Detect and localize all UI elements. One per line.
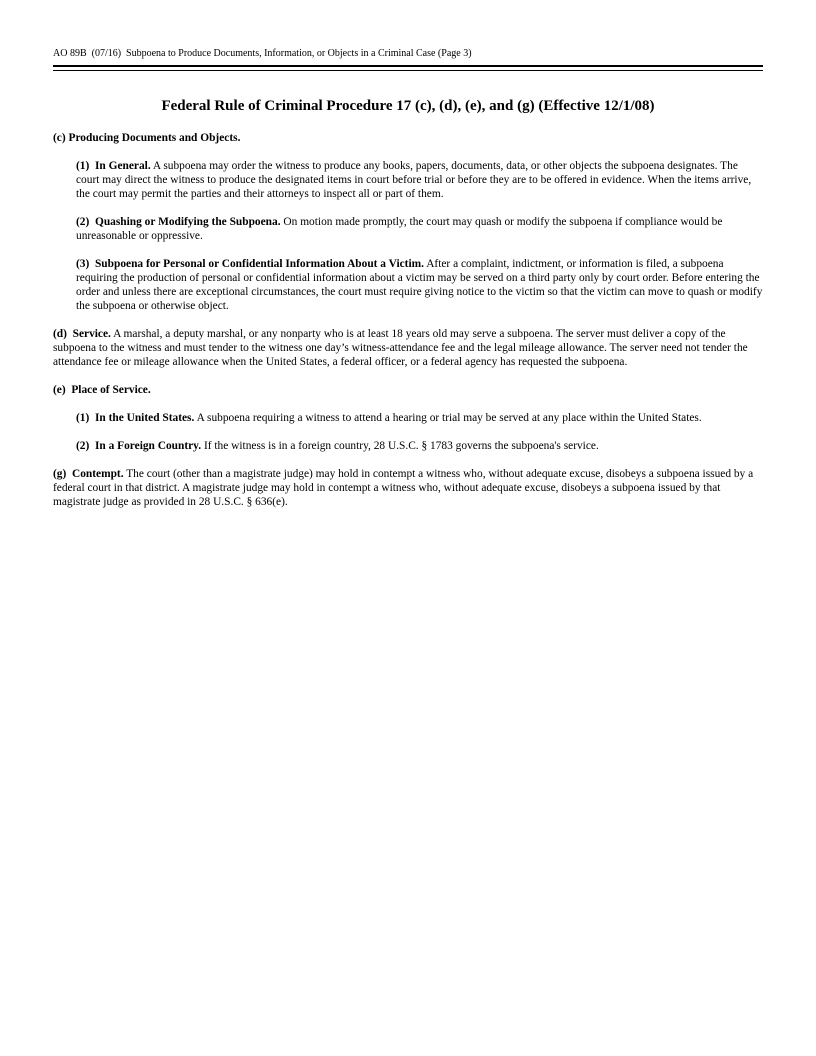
rule-section-c2 <box>76 215 763 243</box>
form-header-line: AO 89B (07/16) Subpoena to Produce Documents, Information, or Objects in a Criminal Case (Page 3) <box>53 48 472 59</box>
section-text: On motion made promptly, the court may quash or modify the subpoena if compliance would be unreasonable or oppressive. <box>76 216 723 242</box>
section-label: (1) In General. <box>76 160 151 172</box>
section-label: (e) Place of Service. <box>53 384 151 396</box>
section-label: (3) Subpoena for Personal or Confidential Information About a Victim. <box>76 258 424 270</box>
rule-section-d <box>53 327 763 369</box>
section-text: After a complaint, indictment, or information is filed, a subpoena requiring the production of personal or confidential information about a victim may be served on a third party only by court order. Before entering the order and unless there are exceptional circumstances, the court must require giving notice to the victim so that the victim can move to quash or modify the subpoena or otherwise object. <box>76 258 763 312</box>
section-text: A subpoena may order the witness to produce any books, papers, documents, data, or other objects the subpoena designates. The court may direct the witness to produce the designated items in court before trial or before they are to be offered in evidence. When the items arrive, the court may permit the parties and their attorneys to inspect all or part of them. <box>76 160 752 200</box>
rule-section-e2 <box>76 439 763 453</box>
section-label: (1) In the United States. <box>76 412 195 424</box>
header-divider <box>53 65 763 71</box>
section-text: The court (other than a magistrate judge) may hold in contempt a witness who, without adequate excuse, disobeys a subpoena issued by a federal court in that district. A magistrate judge may hold in contempt a witness who, without adequate excuse, disobeys a subpoena issued by that magistrate judge as provided in 28 U.S.C. § 636(e). <box>53 468 754 508</box>
rule-section-c3 <box>76 257 763 313</box>
section-text: A marshal, a deputy marshal, or any nonparty who is at least 18 years old may serve a subpoena. The server must deliver a copy of the subpoena to the witness and must tender to the witness one day’s witness-attendance fee and the legal mileage allowance. The server need not tender the attendance fee or mileage allowance when the United States, a federal officer, or a federal agency has requested the subpoena. <box>53 328 748 368</box>
page-title: Federal Rule of Criminal Procedure 17 (c), (d), (e), and (g) (Effective 12/1/08) <box>161 98 655 114</box>
section-label: (g) Contempt. <box>53 468 124 480</box>
section-text: A subpoena requiring a witness to attend a hearing or trial may be served at any place within the United States. <box>196 412 702 424</box>
rule-section-c1 <box>76 159 763 201</box>
section-label: (2) In a Foreign Country. <box>76 440 202 452</box>
rule-section-e-heading <box>53 383 763 397</box>
section-label: (c) Producing Documents and Objects. <box>53 132 241 144</box>
rule-section-c-heading <box>53 131 763 145</box>
section-text: If the witness is in a foreign country, 28 U.S.C. § 1783 governs the subpoena's service. <box>203 440 599 452</box>
rule-section-e1 <box>76 411 763 425</box>
section-label: (2) Quashing or Modifying the Subpoena. <box>76 216 281 228</box>
section-label: (d) Service. <box>53 328 111 340</box>
rule-section-g <box>53 467 763 509</box>
